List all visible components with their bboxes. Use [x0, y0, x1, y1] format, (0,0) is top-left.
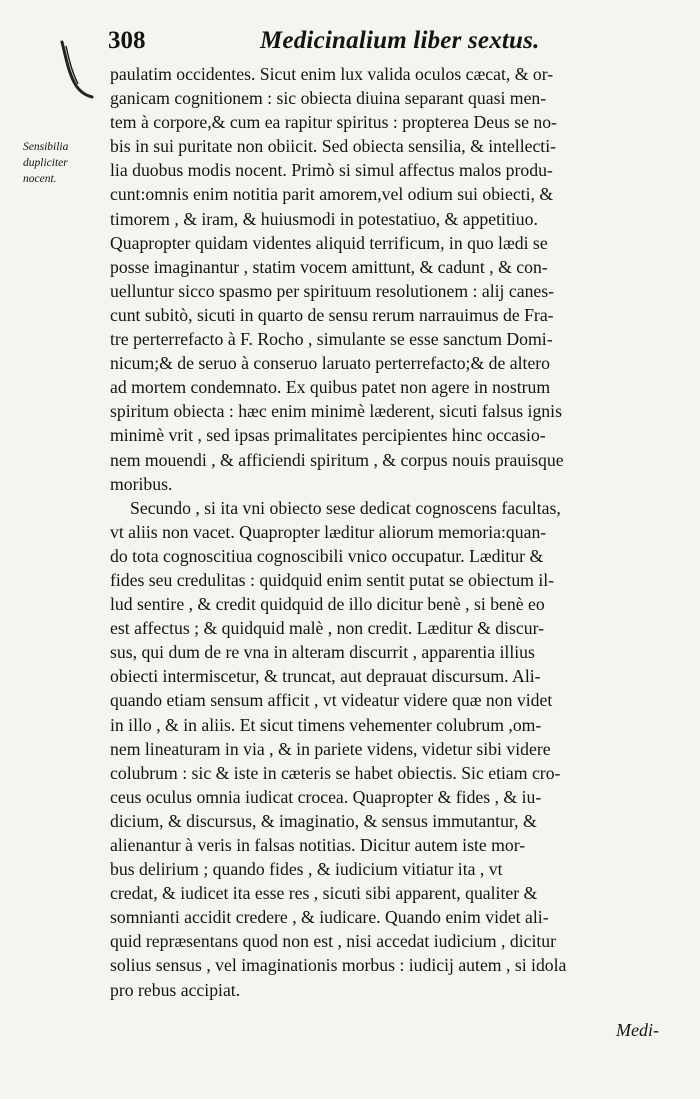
text-line: cunt:omnis enim notitia parit amorem,vel odium sui obiecti, & — [110, 184, 554, 205]
text-line: nem lineaturam in via , & in pariete videns, videtur sibi videre — [110, 738, 551, 759]
text-line: posse imaginantur , statim vocem amittunt, & cadunt , & con- — [110, 256, 548, 277]
text-line: moribus. — [110, 473, 173, 494]
text-line: bus delirium ; quando fides , & iudicium vitiatur ita , vt — [110, 859, 503, 880]
text-line: uelluntur sicco spasmo per spirituum resolutionem : alij canes- — [110, 280, 555, 301]
text-line: somnianti accidit credere , & iudicare. Quando enim videt ali- — [110, 907, 549, 928]
text-line: cunt subitò, sicuti in quarto de sensu rerum narrauimus de Fra- — [110, 304, 554, 325]
text-line: bis in sui puritate non obiicit. Sed obiecta sensilia, & intellecti- — [110, 136, 557, 157]
text-line: in illo , & in aliis. Et sicut timens vehementer colubrum ,om- — [110, 714, 542, 735]
running-title: Medicinalium liber sextus. — [260, 27, 540, 54]
text-line: obiecti intermiscetur, & truncat, aut deprauat discursum. Ali- — [110, 666, 541, 687]
text-line: do tota cognoscitiua cognoscibili vnico occupatur. Læditur & — [110, 545, 544, 566]
text-line: alienantur à veris in falsas notitias. Dicitur autem iste mor- — [110, 835, 526, 855]
text-line: ganicam cognitionem : sic obiecta diuina separant quasi men- — [110, 88, 547, 109]
body-text — [110, 62, 676, 1002]
margin-note — [23, 139, 103, 187]
text-line: nicum;& de seruo à conseruo laruato perterrefacto;& de altero — [110, 353, 551, 374]
text-line: dicium, & discursus, & imaginatio, & sensus immutantur, & — [110, 810, 537, 831]
text-line: credat, & iudicet ita esse res , sicuti sibi apparent, qualiter & — [110, 883, 538, 904]
text-line: fides seu credulitas : quidquid enim sentit putat se obiectum il- — [110, 569, 555, 590]
text-line: timorem , & iram, & huiusmodi in potestatiuo, & appetitiuo. — [110, 208, 538, 229]
text-line: Secundo , si ita vni obiecto sese dedicat cognoscens facultas, — [130, 497, 561, 518]
text-line: solius sensus , vel imaginationis morbus : iudicij autem , si idola — [110, 955, 567, 976]
text-line: tem à corpore,& cum ea rapitur spiritus : propterea Deus se no- — [110, 112, 557, 133]
page-number: 308 — [108, 27, 146, 54]
text-line: est affectus ; & quidquid malè , non credit. Læditur & discur- — [110, 618, 545, 639]
catchword: Medi- — [616, 1020, 659, 1040]
text-line: Quapropter quidam videntes aliquid terrificum, in quo lædi se — [110, 232, 548, 253]
text-line: colubrum : sic & iste in cæteris se habet obiectis. Sic etiam cro- — [110, 762, 561, 783]
text-line: sus, qui dum de re vna in alteram discurrit , apparentia illius — [110, 642, 535, 663]
margin-note-line: dupliciter — [23, 157, 68, 169]
text-line: lud sentire , & credit quidquid de illo dicitur benè , si benè eo — [110, 594, 545, 615]
text-line: quando etiam sensum afficit , vt videatur videre quæ non videt — [110, 690, 553, 711]
text-line: pro rebus accipiat. — [110, 979, 241, 1000]
ink-flourish-mark — [56, 40, 96, 100]
text-line: vt aliis non vacet. Quapropter læditur aliorum memoria:quan- — [110, 521, 547, 542]
text-line: quid repræsentans quod non est , nisi accedat iudicium , dicitur — [110, 931, 557, 952]
margin-note-line: Sensibilia — [23, 141, 69, 153]
text-line: ceus oculus omnia iudicat crocea. Quapropter & fides , & iu- — [110, 786, 542, 807]
text-line: paulatim occidentes. Sicut enim lux valida oculos cæcat, & or- — [110, 64, 554, 84]
text-line: nem mouendi , & afficiendi spiritum , & corpus nouis prauisque — [110, 449, 564, 470]
text-line: lia duobus modis nocent. Primò si simul affectus malos produ- — [110, 160, 553, 181]
text-line: ad mortem condemnato. Ex quibus patet non agere in nostrum — [110, 377, 551, 398]
page-header — [108, 22, 668, 62]
text-line: minimè vrit , sed ipsas primalitates percipientes hinc occasio- — [110, 425, 546, 446]
text-line: tre perterrefacto à F. Rocho , simulante se esse sanctum Domi- — [110, 329, 553, 350]
text-line: spiritum obiecta : hæc enim minimè læderent, sicuti falsus ignis — [110, 401, 562, 422]
margin-note-line: nocent. — [23, 173, 57, 185]
